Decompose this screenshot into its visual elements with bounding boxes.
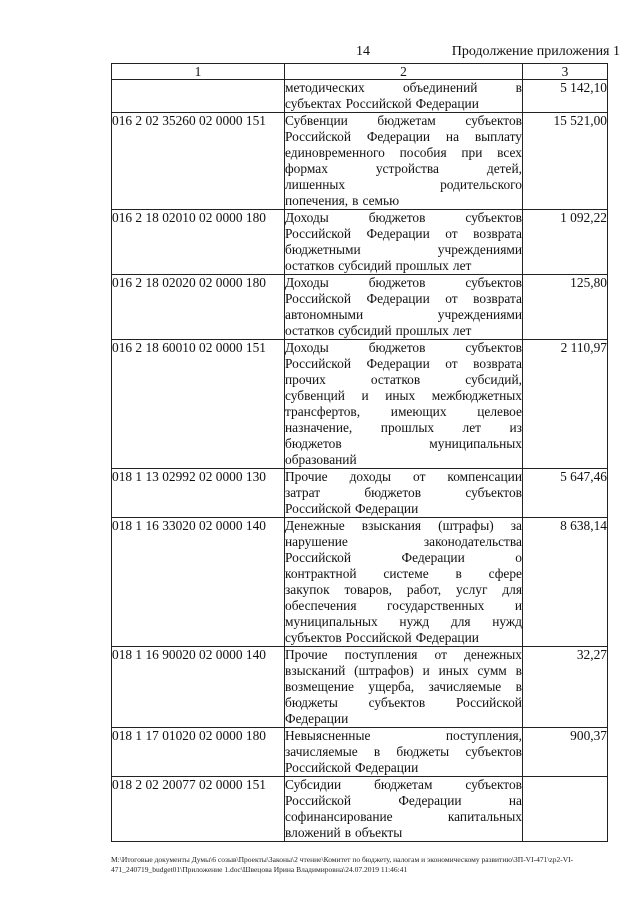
continuation-label: Продолжение приложения 1 (451, 44, 620, 59)
description-line: Российской Федерации на (285, 793, 522, 808)
document-path-footer: М:\Итоговые документы Думы\6 созыв\Проекты\Законы\2 чтение\Комитет по бюджету, налогам и экономическому развитию\ЗП-VI-471\zp2-VI-471_240719_budget01\Приложение 1.doc\Швецова Ирина Владимировна\24.07.2019 11:46:41 (111, 855, 574, 874)
description-line: прочих остатков субсидий, (285, 372, 522, 387)
page-number: 14 (356, 44, 370, 59)
budget-code-cell: 016 2 18 02020 02 0000 180 (112, 275, 285, 340)
table-row (112, 210, 608, 275)
amount-cell: 5 142,10 (523, 80, 608, 113)
amount-cell (523, 777, 608, 842)
budget-code-cell: 016 2 02 35260 02 0000 151 (112, 113, 285, 210)
description-line: назначение, прошлых лет из (285, 420, 522, 435)
budget-code-cell: 018 1 16 33020 02 0000 140 (112, 518, 285, 647)
description-line: обеспечения государственных и (285, 598, 522, 613)
amount-cell: 15 521,00 (523, 113, 608, 210)
description-line: Российской Федерации от возврата (285, 291, 522, 306)
description-line: остатков субсидий прошлых лет (285, 323, 472, 338)
description-line: субъектов Российской Федерации (285, 630, 479, 645)
description-line: Федерации (285, 711, 349, 726)
budget-code-cell: 018 1 13 02992 02 0000 130 (112, 469, 285, 518)
column-header: 2 (285, 64, 523, 80)
table-row (112, 469, 608, 518)
description-line: лишенных родительского (285, 177, 522, 192)
budget-code-cell: 018 2 02 20077 02 0000 151 (112, 777, 285, 842)
table-row (112, 340, 608, 469)
description-line: остатков субсидий прошлых лет (285, 258, 472, 273)
budget-table (111, 63, 608, 842)
amount-cell: 125,80 (523, 275, 608, 340)
description-cell (285, 647, 523, 728)
amount-cell: 32,27 (523, 647, 608, 728)
description-line: формах устройства детей, (285, 161, 522, 176)
description-line: бюджетов муниципальных (285, 436, 522, 451)
description-line: Доходы бюджетов субъектов (285, 275, 522, 290)
table-row (112, 777, 608, 842)
description-line: Российской Федерации на выплату (285, 129, 522, 144)
description-line: Российской Федерации о (285, 550, 522, 565)
description-line: Российской Федерации от возврата (285, 356, 522, 371)
amount-cell: 8 638,14 (523, 518, 608, 647)
description-line: возмещение ущерба, зачисляемые в (285, 679, 522, 694)
description-line: Российской Федерации (285, 760, 419, 775)
description-line: Прочие поступления от денежных (285, 647, 522, 662)
description-line: Российской Федерации от возврата (285, 226, 522, 241)
description-cell (285, 728, 523, 777)
budget-code-cell: 016 2 18 60010 02 0000 151 (112, 340, 285, 469)
column-header: 1 (112, 64, 285, 80)
description-line: вложений в объекты (285, 825, 403, 840)
description-line: бюджеты субъектов Российской (285, 695, 522, 710)
description-line: трансфертов, имеющих целевое (285, 404, 522, 419)
budget-code-cell: 018 1 17 01020 02 0000 180 (112, 728, 285, 777)
table-row (112, 113, 608, 210)
description-line: Доходы бюджетов субъектов (285, 210, 522, 225)
description-cell (285, 777, 523, 842)
table-row (112, 80, 608, 113)
description-line: софинансирование капитальных (285, 809, 522, 824)
table-row (112, 518, 608, 647)
description-line: муниципальных нужд для нужд (285, 614, 522, 629)
description-cell (285, 275, 523, 340)
description-line: бюджетными учреждениями (285, 242, 522, 257)
description-line: затрат бюджетов субъектов (285, 485, 522, 500)
description-line: единовременного пособия при всех (285, 145, 522, 160)
amount-cell: 2 110,97 (523, 340, 608, 469)
description-line: Российской Федерации (285, 501, 419, 516)
description-line: субвенций и иных межбюджетных (285, 388, 522, 403)
description-line: Субсидии бюджетам субъектов (285, 777, 522, 792)
description-line: методических объединений в (285, 80, 522, 95)
description-line: образований (285, 452, 357, 467)
description-line: контрактной системе в сфере (285, 566, 522, 581)
description-line: Доходы бюджетов субъектов (285, 340, 522, 355)
description-line: попечения, в семью (285, 193, 400, 208)
budget-code-cell: 018 1 16 90020 02 0000 140 (112, 647, 285, 728)
budget-code-cell: 016 2 18 02010 02 0000 180 (112, 210, 285, 275)
table-row (112, 647, 608, 728)
amount-cell: 900,37 (523, 728, 608, 777)
description-line: Невыясненные поступления, (285, 728, 522, 743)
description-cell (285, 210, 523, 275)
description-cell (285, 469, 523, 518)
budget-code-cell (112, 80, 285, 113)
description-line: зачисляемые в бюджеты субъектов (285, 744, 522, 759)
description-cell (285, 340, 523, 469)
description-line: Прочие доходы от компенсации (285, 469, 522, 484)
description-line: закупок товаров, работ, услуг для (285, 582, 522, 597)
table-row (112, 728, 608, 777)
description-cell (285, 80, 523, 113)
amount-cell: 5 647,46 (523, 469, 608, 518)
column-header: 3 (523, 64, 608, 80)
description-line: взысканий (штрафов) и иных сумм в (285, 663, 522, 678)
description-line: Денежные взыскания (штрафы) за (285, 518, 522, 533)
amount-cell: 1 092,22 (523, 210, 608, 275)
description-cell (285, 113, 523, 210)
table-body (112, 80, 608, 842)
description-line: нарушение законодательства (285, 534, 522, 549)
description-cell (285, 518, 523, 647)
description-line: автономными учреждениями (285, 307, 522, 322)
description-line: Субвенции бюджетам субъектов (285, 113, 522, 128)
table-header-row (112, 64, 608, 80)
table-row (112, 275, 608, 340)
description-line: субъектах Российской Федерации (285, 96, 479, 111)
